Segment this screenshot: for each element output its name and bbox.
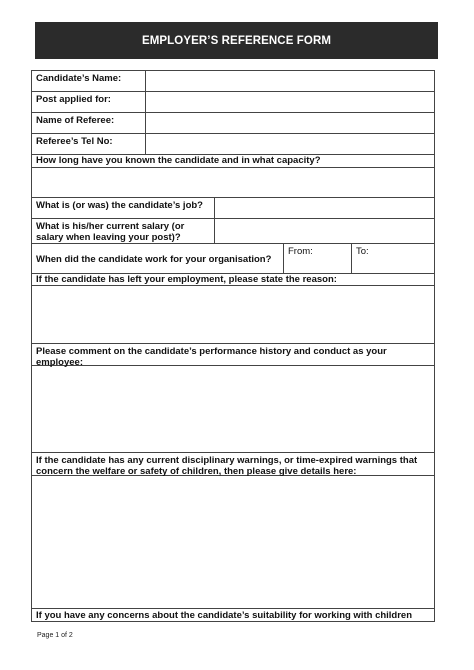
form-title-bar (35, 22, 438, 59)
input-candidate-name[interactable] (146, 71, 434, 91)
label-performance: Please comment on the candidate’s performance history and conduct as your employee: (36, 346, 387, 368)
label-from: From: (288, 246, 313, 257)
row-referee-tel (32, 134, 434, 155)
row-left-reason-label (32, 274, 434, 286)
label-salary-line1: What is his/her current salary (or (36, 221, 185, 232)
label-to: To: (356, 246, 369, 257)
input-known-how-long[interactable] (32, 168, 434, 197)
row-salary (32, 219, 434, 244)
row-disciplinary-label (32, 453, 434, 476)
input-left-reason[interactable] (32, 286, 434, 343)
row-left-reason-answer (32, 286, 434, 344)
row-work-period (32, 244, 434, 274)
row-performance-answer (32, 366, 434, 453)
reference-form (31, 70, 435, 622)
row-job (32, 198, 434, 219)
input-referee-name[interactable] (146, 113, 434, 133)
row-referee-name (32, 113, 434, 134)
row-disciplinary-answer (32, 476, 434, 609)
label-left-reason: If the candidate has left your employment, please state the reason: (36, 274, 337, 285)
label-known-how-long: How long have you known the candidate and in what capacity? (36, 155, 321, 166)
page-number: Page 1 of 2 (37, 632, 73, 639)
row-post-applied (32, 92, 434, 113)
label-concerns: If you have any concerns about the candidate’s suitability for working with children (36, 610, 413, 621)
input-post-applied[interactable] (146, 92, 434, 112)
label-referee-tel: Referee’s Tel No: (32, 134, 146, 154)
label-salary-line2: salary when leaving your post)? (36, 232, 181, 243)
input-from[interactable] (284, 244, 352, 273)
row-performance-label (32, 344, 434, 366)
input-to[interactable] (352, 244, 434, 273)
input-salary[interactable] (215, 219, 434, 243)
row-concerns-label (32, 609, 434, 623)
input-referee-tel[interactable] (146, 134, 434, 154)
label-work-period: When did the candidate work for your organisation? (32, 244, 284, 273)
label-salary (32, 219, 215, 243)
label-disciplinary: If the candidate has any current disciplinary warnings, or time-expired warnings that concern the welfare or safety of children, then please give details here: (36, 455, 418, 477)
label-post-applied: Post applied for: (32, 92, 146, 112)
row-known-label (32, 155, 434, 168)
label-referee-name: Name of Referee: (32, 113, 146, 133)
row-known-answer (32, 168, 434, 198)
label-job: What is (or was) the candidate’s job? (32, 198, 215, 218)
form-title: EMPLOYER’S REFERENCE FORM (141, 34, 332, 47)
label-candidate-name: Candidate’s Name: (32, 71, 146, 91)
input-performance[interactable] (32, 366, 434, 452)
input-job[interactable] (215, 198, 434, 218)
input-disciplinary[interactable] (32, 476, 434, 608)
row-candidate-name (32, 71, 434, 92)
